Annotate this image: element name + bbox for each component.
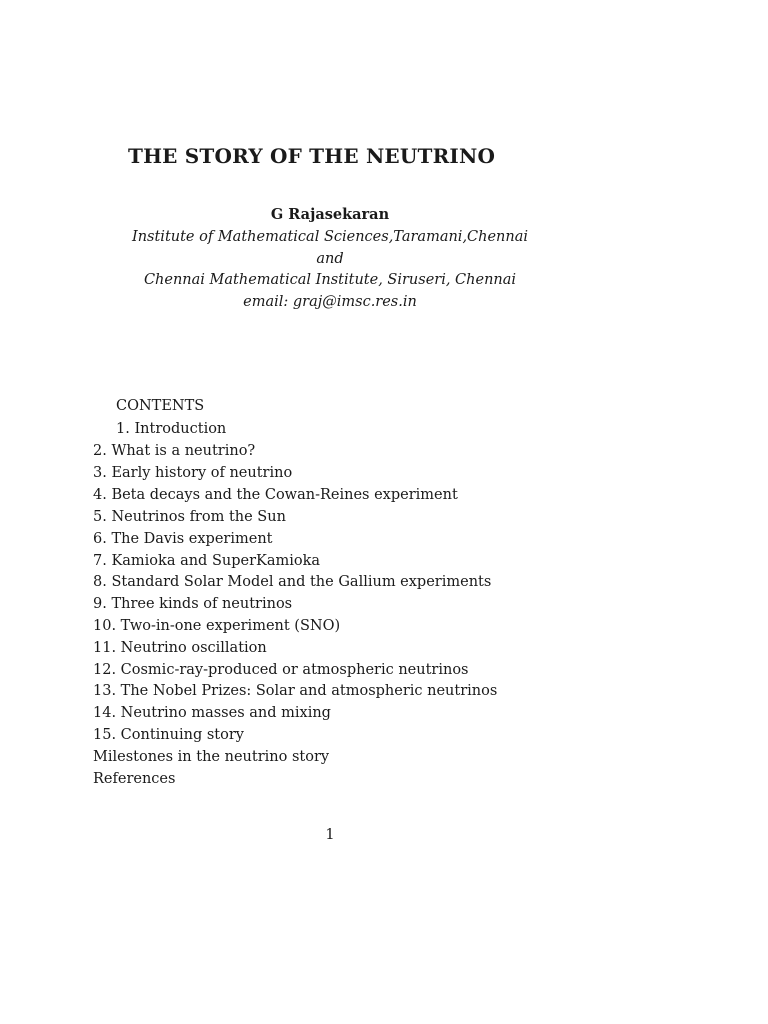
toc-item-nobel-prizes: 13. The Nobel Prizes: Solar and atmospheric neutrinos bbox=[93, 683, 498, 699]
toc-item-introduction: 1. Introduction bbox=[116, 421, 227, 437]
toc-item-what-is-neutrino: 2. What is a neutrino? bbox=[93, 443, 256, 459]
toc-item-standard-solar-model: 8. Standard Solar Model and the Gallium experiments bbox=[93, 574, 492, 590]
toc-item-beta-decays: 4. Beta decays and the Cowan-Reines experiment bbox=[93, 487, 458, 503]
toc-item-continuing-story: 15. Continuing story bbox=[93, 727, 244, 743]
toc-item-sno: 10. Two-in-one experiment (SNO) bbox=[93, 618, 341, 634]
toc-item-atmospheric: 12. Cosmic-ray-produced or atmospheric neutrinos bbox=[93, 662, 469, 678]
document-title: THE STORY OF THE NEUTRINO bbox=[128, 144, 496, 168]
toc-item-davis-experiment: 6. The Davis experiment bbox=[93, 531, 273, 547]
toc-item-oscillation: 11. Neutrino oscillation bbox=[93, 640, 267, 656]
page-number: 1 bbox=[325, 827, 335, 843]
toc-item-kamioka: 7. Kamioka and SuperKamioka bbox=[93, 553, 321, 569]
affiliation-2: Chennai Mathematical Institute, Siruseri, Chennai bbox=[143, 272, 517, 288]
toc-item-early-history: 3. Early history of neutrino bbox=[93, 465, 293, 481]
toc-item-references: References bbox=[93, 771, 176, 787]
affiliation-and: and bbox=[316, 251, 344, 267]
toc-item-masses-mixing: 14. Neutrino masses and mixing bbox=[93, 705, 331, 721]
contents-heading: CONTENTS bbox=[116, 398, 205, 414]
author-name: G Rajasekaran bbox=[270, 206, 390, 223]
toc-item-neutrinos-sun: 5. Neutrinos from the Sun bbox=[93, 509, 286, 525]
author-email: email: graj@imsc.res.in bbox=[243, 294, 417, 310]
affiliation-1: Institute of Mathematical Sciences,Taramani,Chennai bbox=[131, 229, 529, 245]
toc-item-three-kinds: 9. Three kinds of neutrinos bbox=[93, 596, 293, 612]
toc-item-milestones: Milestones in the neutrino story bbox=[93, 749, 330, 765]
